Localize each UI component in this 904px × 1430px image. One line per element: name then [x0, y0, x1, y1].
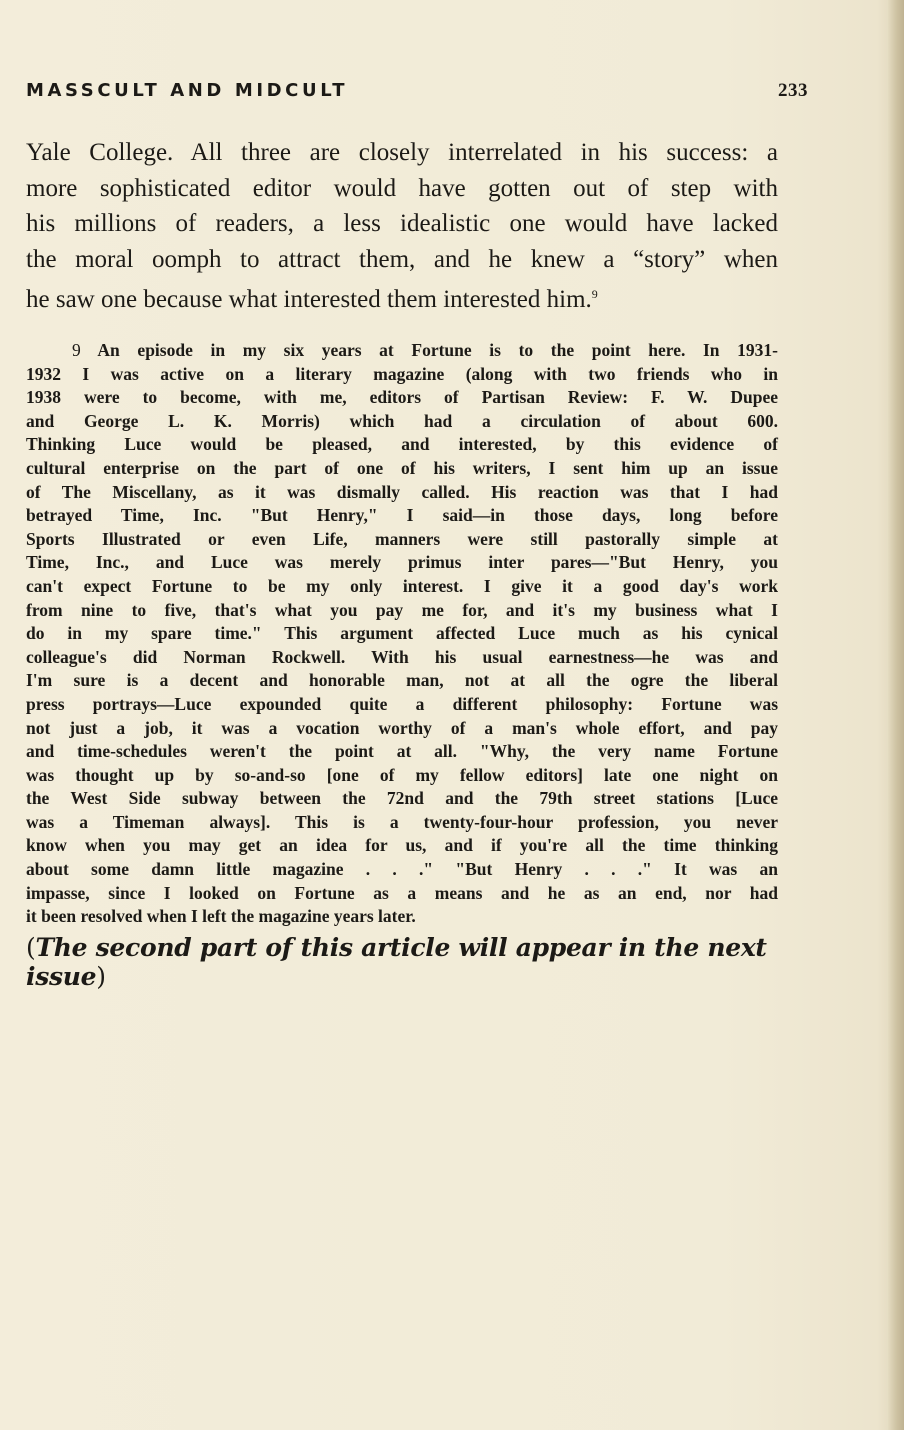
running-head — [26, 80, 808, 102]
footnote-line: do in my spare time." This argument affected Luce much as his cynical — [26, 623, 778, 644]
footnote-line: cultural enterprise on the part of one of his writers, I sent him up an issue — [26, 457, 778, 478]
footnote-line: press portrays—Luce expounded quite a different philosophy: Fortune was — [26, 693, 778, 714]
body-line: more sophisticated editor would have gotten out of step with — [26, 174, 778, 202]
footnote-line: of The Miscellany, as it was dismally called. His reaction was that I had — [26, 481, 778, 502]
continuation-note — [26, 933, 786, 991]
footnote-line: 1932 I was active on a literary magazine (along with two friends who in — [26, 363, 778, 384]
running-head-title: MASSCULT AND MIDCULT — [26, 80, 349, 101]
footnote-line: Sports Illustrated or even Life, manners were still pastorally simple at — [26, 528, 778, 549]
footnote-reference: 9 — [591, 287, 598, 302]
footnote-line: impasse, since I looked on Fortune as a means and he as an end, nor had — [26, 882, 778, 903]
footnote-line: was thought up by so-and-so [one of my fellow editors] late one night on — [26, 764, 778, 785]
footnote-line: can't expect Fortune to be my only interest. I give it a good day's work — [26, 575, 778, 596]
continuation-text: The second part of this article will appear in the next issue — [26, 933, 767, 991]
page-spine-edge — [888, 0, 904, 1430]
body-line: Yale College. All three are closely interrelated in his success: a — [26, 139, 778, 166]
footnote-line: Time, Inc., and Luce was merely primus inter pares—"But Henry, you — [26, 552, 778, 573]
footnote-number: 9 — [72, 340, 81, 360]
footnote-line: about some damn little magazine . . ." "But Henry . . ." It was an — [26, 859, 778, 880]
footnote-line: and time-schedules weren't the point at all. "Why, the very name Fortune — [26, 741, 778, 762]
footnote-line-first — [26, 339, 778, 363]
footnote-line: was a Timeman always]. This is a twenty-four-hour profession, you never — [26, 811, 778, 832]
footnote-line: Thinking Luce would be pleased, and interested, by this evidence of — [26, 434, 778, 455]
footnote-line: not just a job, it was a vocation worthy of a man's whole effort, and pay — [26, 717, 778, 738]
footnote-line: and George L. K. Morris) which had a circulation of about 600. — [26, 410, 778, 431]
footnote-line: betrayed Time, Inc. "But Henry," I said—in those days, long before — [26, 505, 778, 526]
body-line-text: he saw one because what interested them interested him. — [26, 286, 592, 314]
footnote-line: 1938 were to become, with me, editors of Partisan Review: F. W. Dupee — [26, 387, 778, 408]
open-paren: ( — [26, 933, 36, 962]
footnote-line-last: it been resolved when I left the magazine years later. — [26, 906, 416, 927]
body-line-last — [26, 277, 778, 318]
footnote-line: I'm sure is a decent and honorable man, not at all the ogre the liberal — [26, 670, 778, 691]
footnote-line-text: An episode in my six years at Fortune is to the point here. In 1931- — [97, 340, 778, 360]
footnote — [26, 339, 778, 929]
footnote-line: from nine to five, that's what you pay me for, and it's my business what I — [26, 599, 778, 620]
footnote-line: know when you may get an idea for us, and if you're all the time thinking — [26, 835, 778, 856]
body-line: his millions of readers, a less idealistic one would have lacked — [26, 210, 778, 238]
body-line: the moral oomph to attract them, and he knew a “story” when — [26, 245, 778, 273]
body-paragraph — [26, 135, 778, 318]
footnote-line: the West Side subway between the 72nd and the 79th street stations [Luce — [26, 788, 778, 809]
close-paren: ) — [96, 962, 106, 991]
footnote-line: colleague's did Norman Rockwell. With his usual earnestness—he was and — [26, 646, 778, 667]
page-number: 233 — [778, 80, 808, 101]
